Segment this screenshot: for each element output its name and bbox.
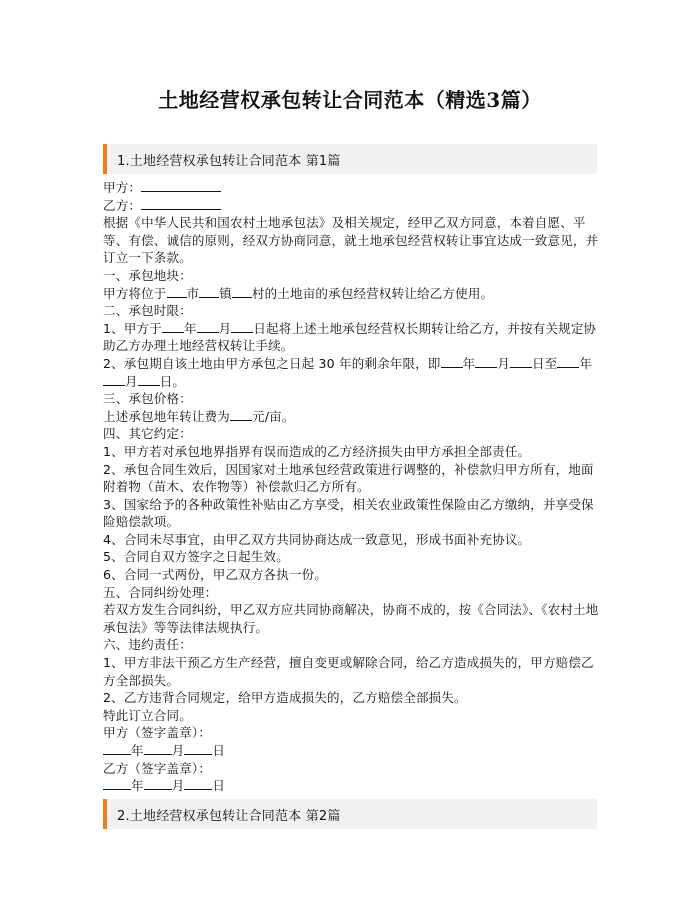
clause-heading-5: 五、合同纠纷处理： [103,584,218,600]
signature-b-label: 乙方（签字盖章）： [103,760,212,776]
clause-6-2: 2、乙方违背合同规定，给甲方造成损失的，乙方赔偿全部损失。 [103,690,467,706]
text-fragment: 月 [218,320,232,336]
clause-heading-6: 六、违约责任： [103,637,192,653]
blank-line [441,355,463,368]
party-a-label: 甲方： [103,180,142,195]
blank-line [103,742,131,755]
blank-line [103,373,125,386]
clause-heading-1: 一、承包地块： [103,267,192,283]
text-fragment: 年 [579,355,593,371]
blank-line [141,179,221,192]
blank-line [162,320,184,333]
party-a-line [103,179,600,197]
text-fragment: 日至 [532,355,558,371]
signature-a-label: 甲方（签字盖章）： [103,725,212,741]
blank-line [231,320,253,333]
text-fragment: 日。 [159,373,186,389]
clause-4-1: 1、甲方若对承包地界指界有误而造成的乙方经济损失由甲方承担全部责任。 [103,443,531,459]
text-fragment: 月 [171,778,185,794]
clause-5: 若双方发生合同纠纷，甲乙双方应共同协商解决，协商不成的，按《合同法》、《农村土地承包法》等等法律法规执行。 [103,602,599,635]
blank-line [199,285,219,298]
text-fragment: 月 [125,373,138,389]
closing-line: 特此订立合同。 [103,707,192,723]
section-header-1: 1.土地经营权承包转让合同范本 第1篇 [103,144,597,174]
text-fragment: 年 [131,743,144,758]
blank-line [510,355,532,368]
blank-line [184,742,212,755]
blank-line [144,742,172,755]
text-fragment: 月 [497,355,511,371]
party-b-line [103,197,600,215]
text-fragment: 2、承包期自该土地由甲方承包之日起 30 年的剩余年限，即 [103,355,441,371]
text-fragment: 年 [131,778,144,794]
text-fragment: 上述承包地年转让费为 [103,408,231,424]
blank-line [103,777,131,790]
party-b-label: 乙方： [103,197,142,213]
clause-4-2: 2、承包合同生效后，因国家对土地承包经营政策进行调整的，补偿款归甲方所有，地面附着物（苗木、农作物等）补偿款归乙方所有。 [103,461,594,495]
blank-line [144,777,172,790]
blank-line [184,777,212,790]
text-fragment: 日 [212,778,226,794]
blank-line [167,285,187,298]
text-fragment: 月 [171,743,185,758]
clause-2-2-line [103,355,600,390]
clause-heading-4: 四、其它约定： [103,426,192,442]
text-fragment: 村的土地亩的承包经营权转让给乙方使用。 [251,285,494,301]
text-fragment: 镇 [219,285,232,301]
page-title: 土地经营权承包转让合同范本（精选3篇） [158,88,542,112]
clause-4-5: 5、合同自双方签字之日起生效。 [103,549,289,565]
text-fragment: 年 [462,355,476,371]
text-fragment: 元/亩。 [252,408,295,424]
signature-a-date [103,742,600,760]
clause-heading-2: 二、承包时限： [103,303,192,319]
clause-6-1: 1、甲方非法干预乙方生产经营，擅自变更或解除合同，给乙方造成损失的，甲方赔偿乙方全部损失。 [103,655,594,688]
clause-4-3: 3、国家给予的各种政策性补贴由乙方享受，相关农业政策性保险由乙方缴纳，并享受保险赔偿款项。 [103,496,594,530]
blank-line [197,320,219,333]
text-fragment: 甲方将位于 [103,285,167,301]
clause-2-1-line [103,320,600,355]
blank-line [141,197,221,210]
clause-4-4: 4、合同未尽事宜，由甲乙双方共同协商达成一致意见，形成书面补充协议。 [103,531,531,547]
text-fragment: 日 [212,743,226,758]
clause-3-line [103,408,600,426]
blank-line [232,285,252,298]
blank-line [230,408,252,421]
text-fragment: 日起将上述土地承包经营权长期转让给乙方，并按有关规定协助乙方办理土地经营权转让手续。 [103,320,597,354]
clause-1-line [103,285,600,303]
signature-b-date [103,777,600,795]
section-header-2: 2.土地经营权承包转让合同范本 第2篇 [103,799,597,829]
intro-paragraph: 根据《中华人民共和国农村土地承包法》及相关规定，经甲乙双方同意，本着自愿、平等、有偿、诚信的原则，经双方协商同意，就土地承包经营权转让事宜达成一致意见，并订立一下条款。 [103,215,599,266]
blank-line [557,355,579,368]
clause-heading-3: 三、承包价格： [103,391,192,407]
contract-body [103,179,600,795]
text-fragment: 1、甲方于 [103,320,162,336]
text-fragment: 市 [186,285,200,301]
blank-line [138,373,160,386]
text-fragment: 年 [183,320,197,336]
clause-4-6: 6、合同一式两份，甲乙双方各执一份。 [103,567,328,583]
blank-line [475,355,497,368]
